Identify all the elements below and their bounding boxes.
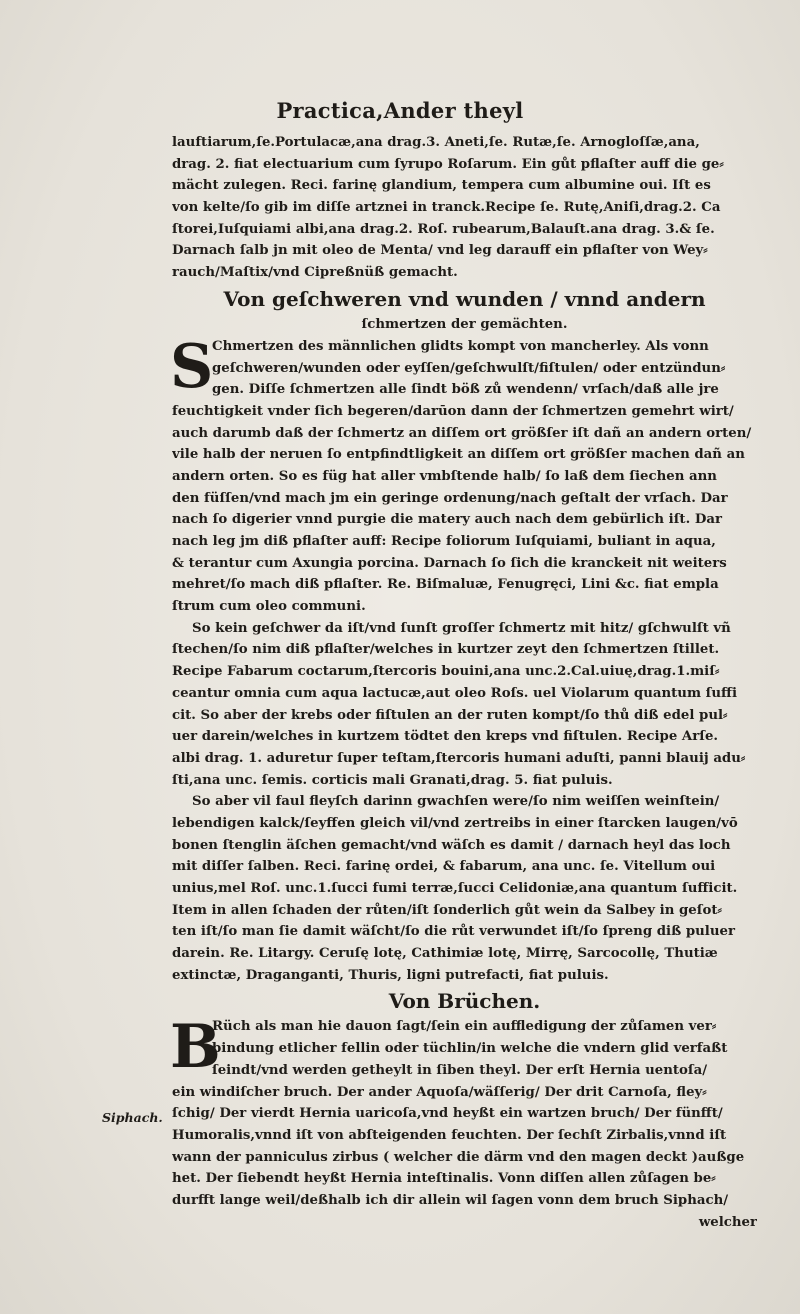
text-line: cit. So aber der krebs oder fiſtulen an der ruten kompt/ſo thů diß edel pul⸗ — [172, 707, 728, 723]
text-line: Item in allen ſchaden der růten/iſt ſonderlich gůt wein da Salbey in geſot⸗ — [172, 902, 722, 918]
text-line: ſtorei,Iuſquiami albi,ana drag.2. Roſ. rubearum,Balauſt.ana drag. 3.& ſe. — [172, 221, 715, 237]
section2-body — [170, 1012, 757, 1211]
drop-cap: S — [170, 331, 214, 402]
text-line: bindung etlicher fellin oder tüchlin/in welche die vndern glid verfaßt — [212, 1041, 728, 1057]
text-line: ceantur omnia cum aqua lactucæ,aut oleo Roſs. uel Violarum quantum ſuffi — [172, 685, 738, 701]
text-line: albi drag. 1. aduretur ſuper teſtam,ſtercoris humani aduſti, panni blauij adu⸗ — [172, 750, 746, 766]
text-line: lauftiarum,ſe.Portulacæ,ana drag.3. Aneti,ſe. Rutæ,ſe. Arnogloſſæ,ana, — [172, 135, 700, 150]
text-line: Rüch als man hie dauon ſagt/ſein ein auffledigung der zůſamen ver⸗ — [212, 1019, 717, 1035]
text-line: mehret/ſo mach diß pflaſter. Re. Biſmaluæ, Fenugręci, Lini &c. fiat empla — [172, 577, 719, 593]
text-line: extinctæ, Draganganti, Thuris, ligni putrefacti, fiat puluis. — [172, 967, 609, 983]
text-line: wann der panniculus zirbus ( welcher die därm vnd den magen deckt )außge — [172, 1149, 745, 1165]
block1 — [172, 132, 757, 284]
text-line: So kein geſchwer da iſt/vnd ſunſt groſſer ſchmertz mit hitz/ gſchwulſt vñ — [192, 620, 731, 636]
text-line: von kelte/ſo gib im diſſe artznei in tranck.Recipe ſe. Rutę,Aniſi,drag.2. Ca — [172, 200, 721, 216]
text-line: nach ſo digerier vnnd purgie die matery auch nach dem gebürlich iſt. Dar — [172, 512, 722, 528]
text-line: Darnach ſalb jn mit oleo de Menta/ vnd leg darauff ein pflaſter von Wey⸗ — [172, 243, 708, 259]
section1-para2 — [172, 618, 757, 792]
text-line: ſtechen/ſo nim diß pflaſter/welches in kurtzer zeyt den ſchmertzen ſtillet. — [172, 642, 720, 658]
text-line: ſti,ana unc. ſemis. corticis mali Granati,drag. 5. fiat puluis. — [172, 772, 613, 788]
text-line: ſeindt/vnd werden getheylt in ſiben theyl. Der erſt Hernia uentoſa/ — [212, 1062, 708, 1078]
text-line: gen. Diſſe ſchmertzen alle ſindt böß zů wendenn/ vrſach/daß alle jre — [212, 382, 719, 398]
text-line: ten iſt/ſo man ſie damit wäſcht/ſo die růt verwundet iſt/ſo ſpreng diß puluer — [172, 924, 735, 940]
text-line: lebendigen kalck/ſeyffen gleich vil/vnd zertreibs in einer ſtarcken laugen/vō — [172, 815, 738, 831]
text-line: rauch/Maſtix/vnd Cipreßnüß gemacht. — [172, 265, 458, 281]
page-header: Practica,Ander theyl — [276, 98, 524, 123]
section-title: Von Brüchen. — [388, 989, 541, 1014]
text-line: mit diſſer ſalben. Reci. farinę ordei, & fabarum, ana unc. ſe. Vitellum oui — [172, 859, 716, 875]
text-line: nach leg jm diß pflaſter auff: Recipe foliorum Iuſquiami, buliant in aqua, — [172, 534, 716, 549]
text-line: auch darumb daß der ſchmertz an diſſem ort größſer iſt dañ an andern orten/ — [172, 425, 752, 441]
section-subtitle: ſchmertzen der gemächten. — [361, 316, 568, 332]
section-title: Von geſchweren vnd wunden / vnnd andern — [223, 286, 706, 311]
text-line: feuchtigkeit vnder ſich begeren/darūon dann der ſchmertzen gemehrt wirt/ — [172, 403, 734, 419]
text-line: het. Der ſiebendt heyßt Hernia inteſtinalis. Vonn diſſen allen zůſagen be⸗ — [172, 1171, 716, 1187]
text-line: ſtrum cum oleo communi. — [172, 599, 366, 615]
drop-cap: B — [170, 1012, 221, 1083]
text-line: geſchweren/wunden oder eyſſen/geſchwulſt/fiſtulen/ oder entzündun⸗ — [212, 360, 726, 376]
section1-body — [170, 331, 757, 618]
text-line: ſchig/ Der vierdt Hernia uaricoſa,vnd heyßt ein wartzen bruch/ Der fünfft/ — [172, 1106, 723, 1122]
text-line: den füſſen/vnd mach jm ein geringe ordenung/nach geſtalt der vrſach. Dar — [172, 490, 728, 506]
text-line: mächt zulegen. Reci. farinę glandium, tempera cum albumine oui. Iſt es — [172, 178, 711, 194]
text-line: Chmertzen des männlichen glidts kompt von mancherley. Als vonn — [212, 338, 709, 354]
text-line: ein windiſcher bruch. Der ander Aquoſa/wäſſerig/ Der drit Carnoſa, fley⸗ — [172, 1084, 707, 1100]
margin-note: Siphach. — [102, 1110, 163, 1125]
text-line: uer darein/welches in kurtzem tödtet den kreps vnd fiſtulen. Recipe Arſe. — [172, 729, 719, 745]
text-line: unius,mel Roſ. unc.1.ſucci fumi terræ,ſucci Celidoniæ,ana quantum ſufficit. — [172, 881, 738, 896]
text-line: andern orten. So es füg hat aller vmbſtende halb/ ſo laß dem ſiechen ann — [172, 468, 717, 484]
text-line: So aber vil faul fleyſch darinn gwachſen were/ſo nim weiſſen weinſtein/ — [192, 794, 720, 810]
section1-para3 — [172, 791, 757, 986]
text-line: drag. 2. fiat electuarium cum ſyrupo Roſarum. Ein gůt pflaſter auff die ge⸗ — [172, 156, 724, 172]
text-line: bonen ſtenglin äſchen gemacht/vnd wäſch es damit / darnach heyl das loch — [172, 837, 731, 853]
text-line: Humoralis,vnnd iſt von abſteigenden feuchten. Der ſechſt Zirbalis,vnnd iſt — [172, 1127, 727, 1143]
text-line: Recipe Fabarum coctarum,ſtercoris bouini,ana unc.2.Cal.uiuę,drag.1.miſ⸗ — [172, 664, 720, 680]
text-line: vile halb der neruen ſo entpfindtligkeit an diſſem ort größſer machen dañ an — [172, 447, 745, 463]
text-line: durfft lange weil/deßhalb ich dir allein wil ſagen vonn dem bruch Siphach/ — [172, 1192, 729, 1208]
text-block — [172, 132, 757, 1233]
text-line: darein. Re. Litargy. Ceruſę lotę, Cathimiæ lotę, Mirrę, Sarcocollę, Thutiæ — [172, 946, 718, 962]
catchword: welcher — [698, 1214, 757, 1230]
text-line: & terantur cum Axungia porcina. Darnach ſo ſich die kranckeit nit weiters — [172, 555, 727, 571]
